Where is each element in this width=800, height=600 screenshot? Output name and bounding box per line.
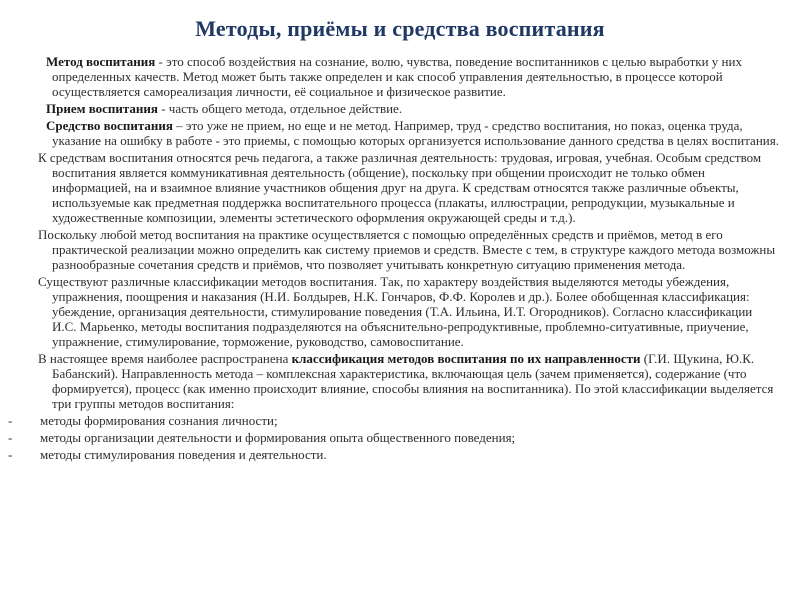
- paragraph-technique-definition: [36, 101, 780, 116]
- list-item-text: методы стимулирования поведения и деятельности.: [40, 447, 327, 462]
- list-item-text: методы организации деятельности и формирования опыта общественного поведения;: [40, 430, 516, 445]
- paragraph-direction-classification: [36, 351, 780, 411]
- list-item: [8, 447, 780, 462]
- paragraph-means-definition: [36, 118, 780, 148]
- term-means: Средство воспитания: [46, 118, 173, 133]
- list-item: [8, 430, 780, 445]
- paragraph-text: В настоящее время наиболее распространена: [38, 351, 292, 366]
- dash-marker: -: [8, 447, 13, 462]
- paragraph-classifications: Существуют различные классификации методов воспитания. Так, по характеру воздействия выделяются методы убеждения, упражнения, поощрения и наказания (Н.И. Болдырев, Н.К. Гончаров, Ф.Ф. Королев и др.). Более обобщенная классификация: убеждение, организация деятельности, стимулирование поведения (Т.А. Ильина, И.Т. Огородников). Согласно классификации И.С. Марьенко, методы воспитания подразделяются на объяснительно-репродуктивные, проблемно-ситуативные, приучение, упражнение, стимулирование, торможение, руководство, самовоспитание.: [38, 274, 753, 349]
- paragraph-method-definition: [36, 54, 780, 99]
- term-classification: классификация методов воспитания по их направленности: [291, 351, 641, 366]
- method-groups-list: [8, 413, 780, 462]
- slide-title: Методы, приёмы и средства воспитания: [195, 16, 605, 41]
- dash-marker: -: [8, 413, 13, 428]
- term-method: Метод воспитания: [46, 54, 156, 69]
- paragraph-method-system: Поскольку любой метод воспитания на практике осуществляется с помощью определённых средств и приёмов, метод в его практической реализации можно определить как систему приемов и средств. Вместе с тем, в структуре каждого метода возможны разнообразные сочетания средств и приёмов, что позволяет учитывать конкретную ситуацию применения метода.: [38, 227, 776, 272]
- paragraph-text: (Г.И. Щукина, Ю.К. Бабанский). Направленность метода – комплексная характеристика, включающая цель (зачем применяется), содержание (что формируется), процесс (как именно происходит влияние, способы влияния на воспитанника). По этой классификации выделяется три группы методов воспитания:: [52, 351, 774, 411]
- definition-text: - это способ воздействия на сознание, волю, чувства, поведение воспитанников с целью выработки у них определенных качеств. Метод может быть также определен и как способ управления деятельностью, в процессе которой осуществляется самореализация личности, её социальное и физическое развитие.: [52, 54, 742, 99]
- definition-text: – это уже не прием, но еще и не метод. Например, труд - средство воспитания, но показ, оценка труда, указание на ошибку в работе - это приемы, с помощью которых организуется использование данного средства в целях воспитания.: [52, 118, 779, 148]
- paragraph-means-list: К средствам воспитания относятся речь педагога, а также различная деятельность: трудовая, игровая, учебная. Особым средством воспитания является коммуникативная деятельность (общение), поскольку при общении происходит не только обмен информацией, на и взаимное влияние участников общения друг на друга. К средствам относятся также различные объекты, используемые как предметная поддержка воспитательного процесса (плакаты, иллюстрации, репродукции, музыкальные и художественные композиции, элементы эстетического оформления окружающей среды и т.д.).: [38, 150, 762, 225]
- list-item: [8, 413, 780, 428]
- definition-text: - часть общего метода, отдельное действие.: [157, 101, 403, 116]
- term-technique: Прием воспитания: [46, 101, 158, 116]
- slide-content: [8, 54, 780, 464]
- list-item-text: методы формирования сознания личности;: [40, 413, 278, 428]
- dash-marker: -: [8, 430, 13, 445]
